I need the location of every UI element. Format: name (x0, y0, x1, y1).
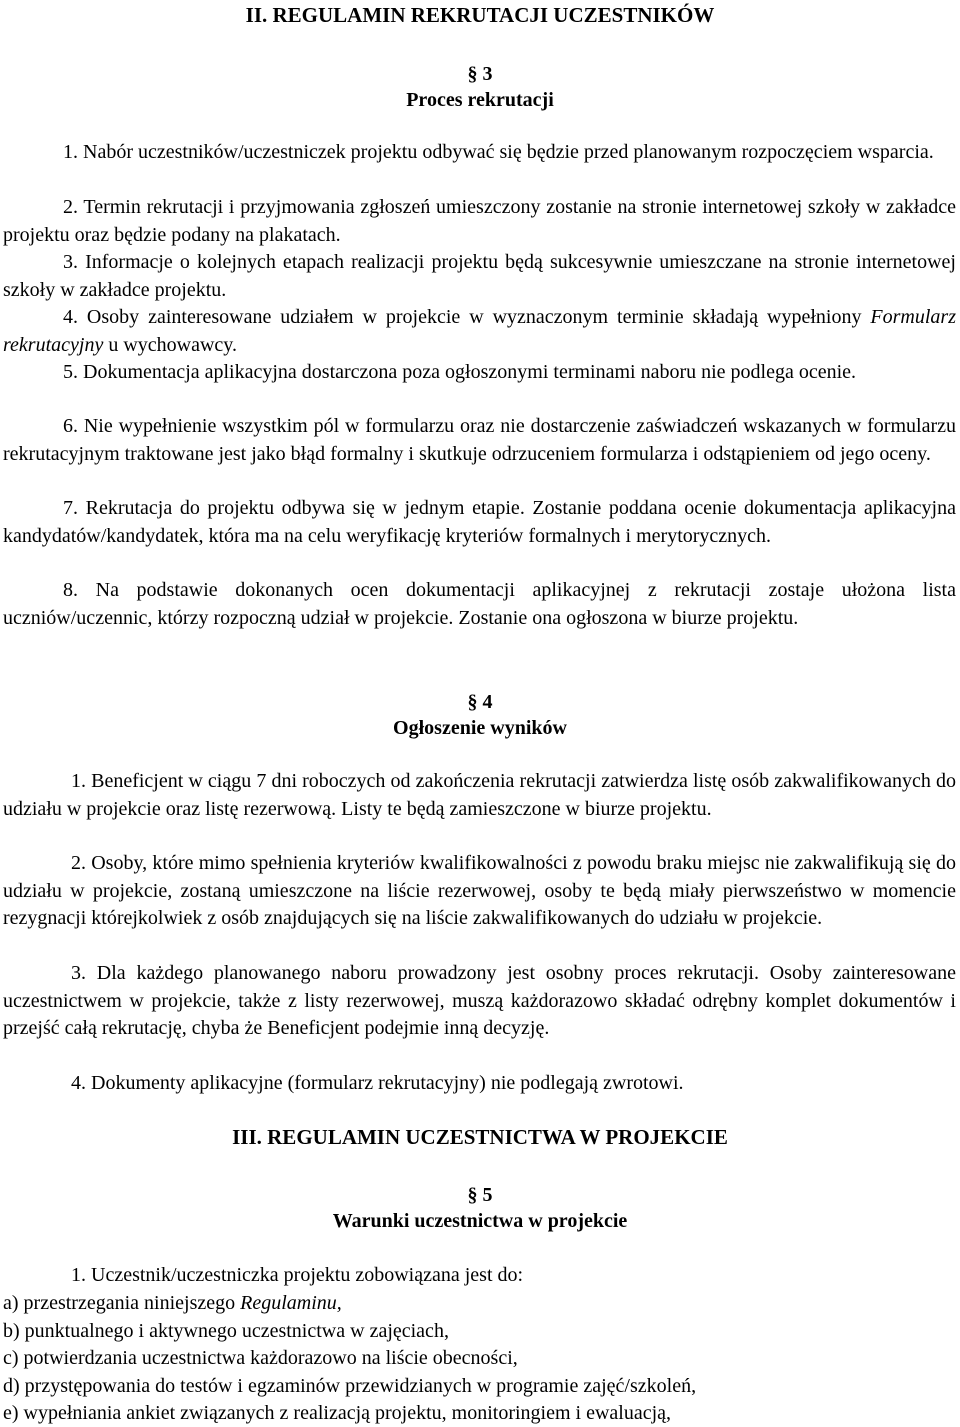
rule-item: 6. Nie wypełnienie wszystkim pól w formularzu oraz nie dostarczenie zaświadczeń wskazanych w formularzu rekrutacyjnym traktowane jest jako błąd formalny i skutkuje odrzuceniem formularza i odstąpieniem od jego oceny. (3, 415, 956, 465)
obligation-item: d) przystępowania do testów i egzaminów przewidzianych w programie zajęć/szkoleń, (3, 1375, 697, 1397)
rule-item: 7. Rekrutacja do projektu odbywa się w jednym etapie. Zostanie poddana ocenie dokumentacja aplikacyjna kandydatów/kandydatek, która ma na celu weryfikację kryteriów formalnych i merytorycznych. (3, 497, 956, 547)
section-title: III. REGULAMIN UCZESTNICTWA W PROJEKCIE (232, 1125, 728, 1149)
rule-item-text: 4. Osoby zainteresowane udziałem w projekcie w wyznaczonym terminie składają wypełniony (63, 306, 871, 328)
obligation-item (3, 1290, 956, 1317)
section-title: II. REGULAMIN REKRUTACJI UCZESTNIKÓW (245, 3, 715, 27)
obligation-item: c) potwierdzania uczestnictwa każdorazowo na liście obecności, (3, 1347, 518, 1369)
paragraph-number: § 3 (467, 63, 493, 85)
rule-item: 1. Nabór uczestników/uczestniczek projektu odbywać się będzie przed planowanym rozpoczęciem wsparcia. (63, 141, 934, 163)
paragraph-title: Warunki uczestnictwa w projekcie (332, 1210, 628, 1232)
obligation-item: b) punktualnego i aktywnego uczestnictwa w zajęciach, (3, 1320, 449, 1342)
result-item: 2. Osoby, które mimo spełnienia kryteriów kwalifikowalności z powodu braku miejsc nie zakwalifikują się do udziału w projekcie, zostaną umieszczone na liście rezerwowej, osoby te będą miały pierwszeństwo w momencie rezygnacji którejkolwiek z osób znajdujących się na liście zakwalifikowanych do udziału w projekcie. (3, 852, 956, 929)
regulation-name: Regulaminu, (240, 1292, 342, 1314)
result-item: 3. Dla każdego planowanego naboru prowadzony jest osobny proces rekrutacji. Osoby zainteresowane uczestnictwem w projekcie, także z listy rezerwowej, muszą każdorazowo składać odrębny komplet dokumentów i przejść całą rekrutację, chyba że Beneficjent podejmie inną decyzję. (3, 962, 956, 1039)
obligation-text: a) przestrzegania niniejszego (3, 1292, 241, 1314)
rule-item: 2. Termin rekrutacji i przyjmowania zgłoszeń umieszczony zostanie na stronie internetowej szkoły w zakładce projektu oraz będzie podany na plakatach. (3, 196, 956, 246)
result-item: 4. Dokumenty aplikacyjne (formularz rekrutacyjny) nie podlegają zwrotowi. (71, 1072, 684, 1094)
paragraph-title: Ogłoszenie wyników (393, 717, 567, 739)
obligation-item: e) wypełniania ankiet związanych z realizacją projektu, monitoringiem i ewaluacją, (3, 1402, 672, 1424)
rule-item: 3. Informacje o kolejnych etapach realizacji projektu będą sukcesywnie umieszczane na stronie internetowej szkoły w zakładce projektu. (3, 251, 956, 301)
form-name: Formularz rekrutacyjny (3, 306, 956, 356)
paragraph-number: § 4 (467, 691, 493, 713)
paragraph-number: § 5 (467, 1184, 493, 1206)
rule-item-text: u wychowawcy. (103, 333, 237, 356)
obligations-intro: 1. Uczestnik/uczestniczka projektu zobowiązana jest do: (71, 1264, 524, 1286)
rule-item: 8. Na podstawie dokonanych ocen dokumentacji aplikacyjnej z rekrutacji zostaje ułożona lista uczniów/uczennic, którzy rozpoczną udział w projekcie. Zostanie ona ogłoszona w biurze projektu. (3, 579, 956, 629)
paragraph-title: Proces rekrutacji (406, 89, 554, 111)
rule-item (3, 304, 956, 359)
rule-item: 5. Dokumentacja aplikacyjna dostarczona poza ogłoszonymi terminami naboru nie podlega ocenie. (63, 361, 857, 383)
result-item: 1. Beneficjent w ciągu 7 dni roboczych od zakończenia rekrutacji zatwierdza listę osób zakwalifikowanych do udziału w projekcie oraz listę rezerwową. Listy te będą zamieszczone w biurze projektu. (3, 770, 956, 820)
